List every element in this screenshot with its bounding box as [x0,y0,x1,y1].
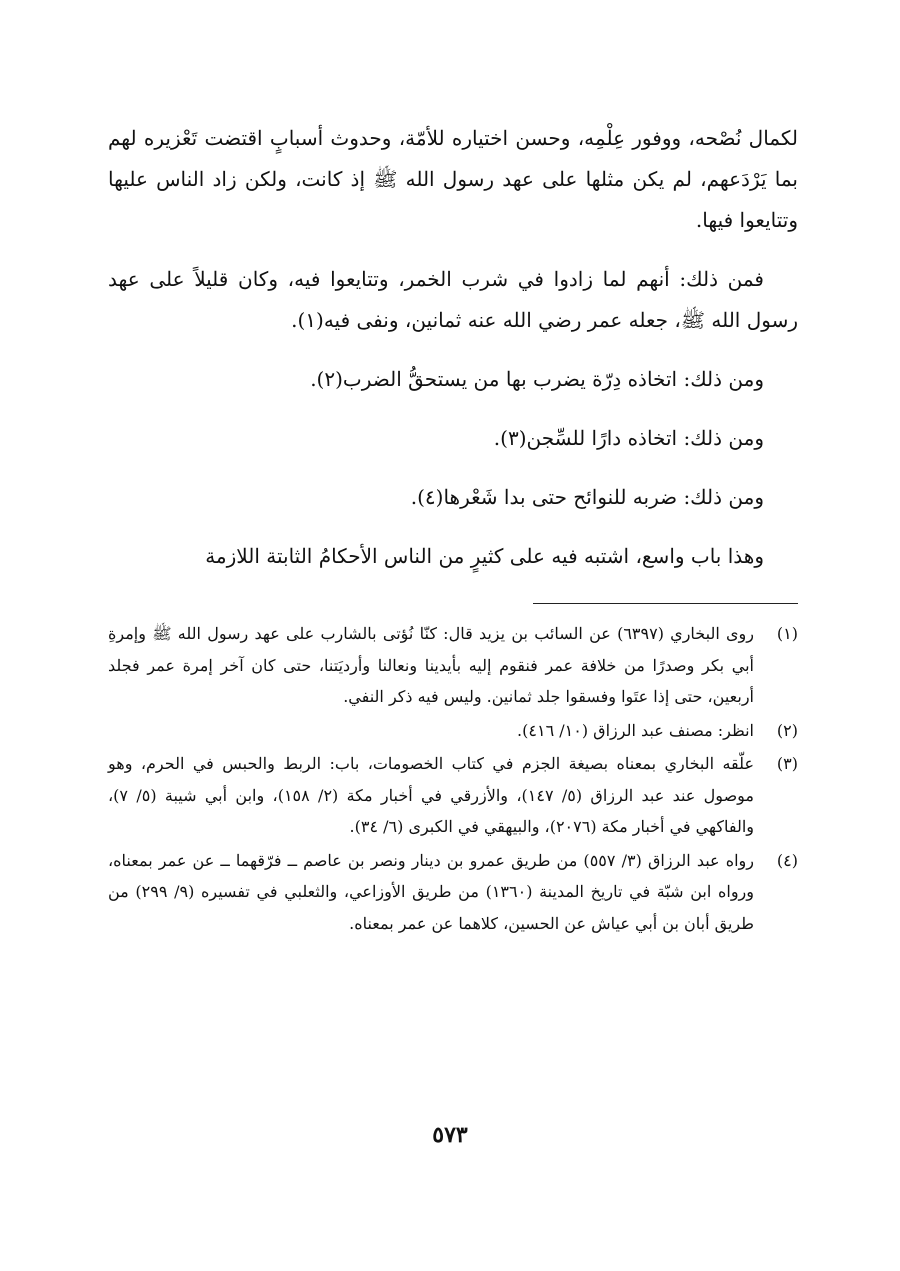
footnote-2 [108,715,798,747]
main-text [108,118,798,577]
footnote-text: انظر: مصنف عبد الرزاق (١٠/ ٤١٦). [517,720,754,740]
footnote-3 [108,748,798,843]
footnote-text: روى البخاري (٦٣٩٧) عن السائب بن يزيد قال: كنّا نُؤتى بالشارب على عهد رسول الله ﷺ وإمرةِ أبي بكر وصدرًا من خلافة عمر فنقوم إليه بأيدينا ونعالنا وأرديَتنا، حتى كان آخر إمرة عمر فجلد أربعين، حتى إذا عتَوا وفسقوا جلد ثمانين. وليس فيه ذكر النفي. [108,624,754,706]
footnote-number: (٢) [776,720,798,740]
footnote-number: (٣) [776,754,798,773]
paragraph-3: ومن ذلك: اتخاذه دِرّة يضرب بها من يستحقُّ الضرب(٢). [310,367,764,391]
paragraph-4: ومن ذلك: اتخاذه دارًا للسِّجن(٣). [493,426,764,450]
footnote-number: (١) [776,624,798,643]
footnote-text: رواه عبد الرزاق (٣/ ٥٥٧) من طريق عمرو بن دينار ونصر بن عاصم ــ فرّقهما ــ عن عمر بمعناه، ورواه ابن شبّة في تاريخ المدينة (١٣٦٠) من طريق الأوزاعي، والثعلبي في تفسيره (٩/ ٢٩٩) من طريق أبان بن أبي عياش عن الحسين، كلاهما عن عمر بمعناه. [108,850,755,933]
footnote-1 [108,618,798,713]
footnote-number: (٤) [776,850,798,870]
page-content [108,118,798,941]
page-number: ٥٧٣ [432,1122,468,1148]
paragraph-1: لكمال نُصْحه، ووفور عِلْمِه، وحسن اختياره للأمّة، وحدوث أسبابٍ اقتضت تَعْزيره لهم بما يَرْدَعهم، لم يكن مثلها على عهد رسول الله ﷺ إذ كانت، ولكن زاد الناس عليها وتتايعوا فيها. [108,126,798,232]
footnote-4 [108,845,798,940]
footnotes [108,618,798,939]
paragraph-2: فمن ذلك: أنهم لما زادوا في شرب الخمر، وتتايعوا فيه، وكان قليلاً على عهد رسول الله ﷺ، جعله عمر رضي الله عنه ثمانين، ونفى فيه(١). [108,267,798,332]
paragraph-5: ومن ذلك: ضربه للنوائح حتى بدا شَعْرها(٤). [410,485,764,509]
paragraph-6: وهذا باب واسع، اشتبه فيه على كثيرٍ من الناس الأحكامُ الثابتة اللازمة [205,544,764,568]
footnote-text: علّقه البخاري بمعناه بصيغة الجزم في كتاب الخصومات، باب: الربط والحبس في الحرم، وهو موصول عند عبد الرزاق (٥/ ١٤٧)، والأزرقي في أخبار مكة (٢/ ١٥٨)، وابن أبي شيبة (٥/ ٧)، والفاكهي في أخبار مكة (٢٠٧٦)، والبيهقي في الكبرى (٦/ ٣٤). [108,754,754,836]
footnote-divider [533,603,798,604]
